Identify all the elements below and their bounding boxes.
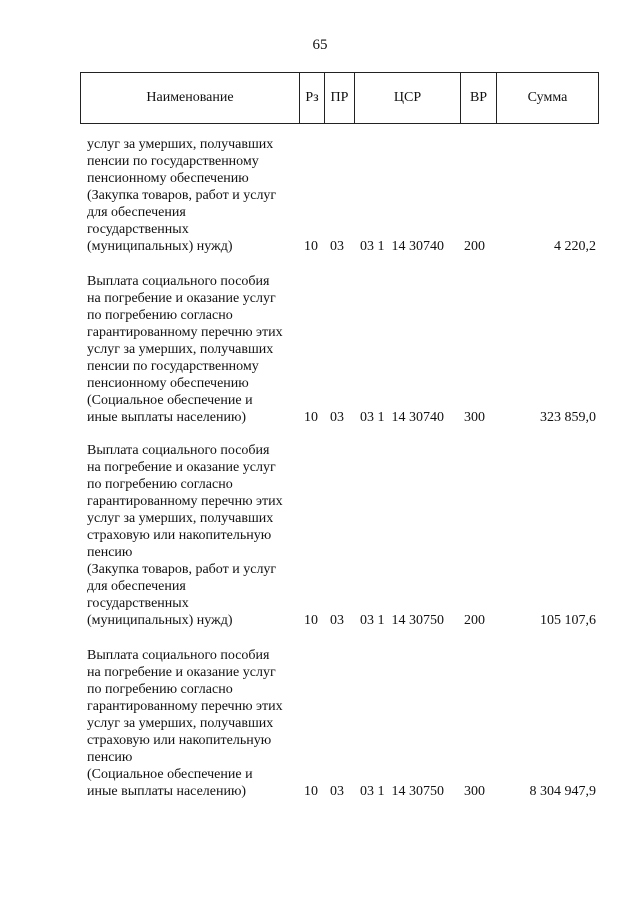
description-line: (Социальное обеспечение и xyxy=(87,393,253,408)
sum-value: 4 220,2 xyxy=(554,239,596,254)
description-line: услуг за умерших, получавших xyxy=(87,137,274,152)
description-line: (Социальное обеспечение и xyxy=(87,767,253,782)
table-row xyxy=(80,442,600,634)
csr-code: 03 1 14 30740 xyxy=(360,410,444,425)
row-description xyxy=(87,136,297,255)
description-line: гарантированному перечню этих xyxy=(87,494,283,509)
description-line: пенсионному обеспечению xyxy=(87,171,249,186)
description-line: услуг за умерших, получавших xyxy=(87,716,274,731)
column-header-vr: ВР xyxy=(469,90,488,105)
description-line: пенсию xyxy=(87,545,133,560)
description-line: государственных xyxy=(87,222,189,237)
row-description xyxy=(87,273,297,426)
description-line: для обеспечения xyxy=(87,579,186,594)
description-line: иные выплаты населению) xyxy=(87,784,247,799)
csr-code: 03 1 14 30740 xyxy=(360,239,444,254)
description-line: гарантированному перечню этих xyxy=(87,699,283,714)
description-line: услуг за умерших, получавших xyxy=(87,511,274,526)
rz-code: 10 xyxy=(304,410,318,425)
description-line: иные выплаты населению) xyxy=(87,410,247,425)
description-line: Выплата социального пособия xyxy=(87,443,270,458)
description-line: (Закупка товаров, работ и услуг xyxy=(87,562,277,577)
pr-code: 03 xyxy=(330,410,344,425)
column-header-pr: ПР xyxy=(330,90,349,105)
csr-code: 03 1 14 30750 xyxy=(360,613,444,628)
rz-code: 10 xyxy=(304,784,318,799)
table-row xyxy=(80,647,600,805)
sum-value: 105 107,6 xyxy=(540,613,596,628)
description-line: по погребению согласно xyxy=(87,477,233,492)
description-line: (Закупка товаров, работ и услуг xyxy=(87,188,277,203)
column-header-sum: Сумма xyxy=(527,90,568,105)
description-line: (муниципальных) нужд) xyxy=(87,613,233,628)
column-header-rz: Рз xyxy=(305,90,319,105)
rz-code: 10 xyxy=(304,613,318,628)
description-line: Выплата социального пособия xyxy=(87,274,270,289)
description-line: услуг за умерших, получавших xyxy=(87,342,274,357)
description-line: по погребению согласно xyxy=(87,308,233,323)
table-row xyxy=(80,136,600,260)
csr-code: 03 1 14 30750 xyxy=(360,784,444,799)
description-line: пенсионному обеспечению xyxy=(87,376,249,391)
description-line: государственных xyxy=(87,596,189,611)
description-line: Выплата социального пособия xyxy=(87,648,270,663)
table-row xyxy=(80,273,600,431)
sum-value: 8 304 947,9 xyxy=(529,784,596,799)
description-line: на погребение и оказание услуг xyxy=(87,460,276,475)
description-line: по погребению согласно xyxy=(87,682,233,697)
vr-code: 300 xyxy=(464,784,485,799)
vr-code: 200 xyxy=(464,613,485,628)
pr-code: 03 xyxy=(330,613,344,628)
row-description xyxy=(87,647,297,800)
description-line: пенсии по государственному xyxy=(87,359,259,374)
description-line: (муниципальных) нужд) xyxy=(87,239,233,254)
vr-code: 200 xyxy=(464,239,485,254)
row-description xyxy=(87,442,297,629)
vr-code: 300 xyxy=(464,410,485,425)
rz-code: 10 xyxy=(304,239,318,254)
description-line: страховую или накопительную xyxy=(87,528,272,543)
pr-code: 03 xyxy=(330,784,344,799)
table-header xyxy=(80,72,599,124)
sum-value: 323 859,0 xyxy=(540,410,596,425)
description-line: гарантированному перечню этих xyxy=(87,325,283,340)
description-line: пенсии по государственному xyxy=(87,154,259,169)
description-line: на погребение и оказание услуг xyxy=(87,665,276,680)
description-line: на погребение и оказание услуг xyxy=(87,291,276,306)
description-line: для обеспечения xyxy=(87,205,186,220)
description-line: страховую или накопительную xyxy=(87,733,272,748)
pr-code: 03 xyxy=(330,239,344,254)
column-header-name: Наименование xyxy=(146,90,234,105)
page-number: 65 xyxy=(312,37,328,53)
description-line: пенсию xyxy=(87,750,133,765)
column-header-csr: ЦСР xyxy=(393,90,422,105)
